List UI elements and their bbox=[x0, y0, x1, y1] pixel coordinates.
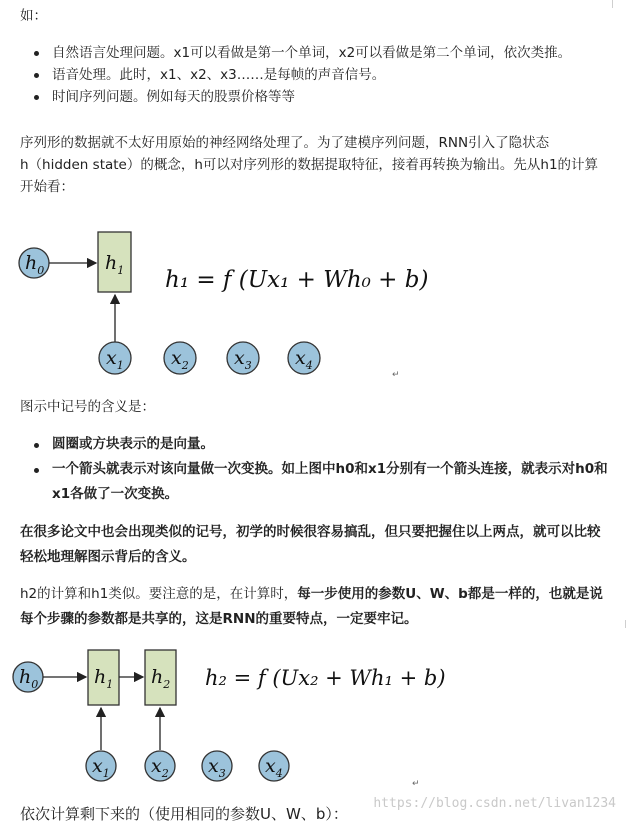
svg-text:h1: $h_1$ bbox=[105, 252, 125, 277]
intro-text: 如： bbox=[20, 8, 47, 24]
list-item: 自然语言处理问题。x1可以看做是第一个单词，x2可以看做是第二个单词，依次类推。 bbox=[30, 42, 571, 64]
page-edge-mark bbox=[625, 620, 626, 628]
watermark: https://blog.csdn.net/livan1234 bbox=[373, 796, 616, 811]
rnn-diagram-h1 bbox=[0, 222, 628, 382]
x-node-2 bbox=[145, 751, 175, 781]
h0-node bbox=[19, 248, 49, 278]
formula-h2: h₂ = f (Ux₂ + Wh₁ + b) bbox=[205, 666, 446, 690]
return-mark: ↵ bbox=[412, 779, 420, 789]
x-node-1 bbox=[86, 751, 116, 781]
x-node-4 bbox=[259, 751, 289, 781]
paragraph-h2: h2的计算和h1类似。要注意的是，在计算时，每一步使用的参数U、W、b都是一样的，也就是说 每个步骤的参数都是共享的，这是RNN的重要特点，一定要牢记。 bbox=[20, 586, 603, 627]
svg-text:x3: $x_3$ bbox=[208, 755, 226, 780]
h1-box bbox=[88, 650, 119, 705]
x-node-2 bbox=[164, 342, 196, 374]
paragraph-notation-note: 在很多论文中也会出现类似的记号，初学的时候很容易搞乱，但只要把握住以上两点，就可以比较 轻松地理解图示背后的含义。 bbox=[20, 524, 601, 565]
x-node-1 bbox=[99, 342, 131, 374]
svg-text:x4: $x_4$ bbox=[265, 755, 283, 780]
svg-text:x1: $x_1$ bbox=[92, 755, 110, 780]
paragraph-notation: 图示中记号的含义是： bbox=[20, 399, 155, 415]
svg-text:x1: $x_1$ bbox=[106, 347, 124, 372]
formula-h1: h₁ = f (Ux₁ + Wh₀ + b) bbox=[165, 267, 429, 293]
return-mark: ↵ bbox=[392, 370, 400, 380]
svg-text:x3: $x_3$ bbox=[234, 347, 252, 372]
notation-list bbox=[30, 432, 608, 482]
rnn-diagram-h2 bbox=[0, 640, 628, 790]
svg-text:h0: $h_0$ bbox=[19, 666, 39, 691]
x-node-3 bbox=[227, 342, 259, 374]
svg-text:h1: $h_1$ bbox=[94, 666, 114, 691]
list-item: 圆圈或方块表示的是向量。 bbox=[30, 432, 608, 457]
paragraph-sequence-intro: 序列形的数据就不太好用原始的神经网络处理了。为了建模序列问题，RNN引入了隐状态 h（hidden state）的概念，h可以对序列形的数据提取特征，接着再转换为输出。先从h1的计算 开始看： bbox=[20, 135, 599, 195]
h0-node bbox=[13, 662, 43, 692]
example-list bbox=[30, 42, 571, 108]
h2-box bbox=[145, 650, 176, 705]
list-item: 时间序列问题。例如每天的股票价格等等 bbox=[30, 86, 571, 108]
svg-text:x4: $x_4$ bbox=[295, 347, 313, 372]
svg-text:h0: $h_0$ bbox=[25, 252, 45, 277]
x-node-3 bbox=[202, 751, 232, 781]
list-item: 一个箭头就表示对该向量做一次变换。如上图中h0和x1分别有一个箭头连接，就表示对h0和 bbox=[30, 457, 608, 482]
footer-text: 依次计算剩下来的（使用相同的参数U、W、b）： bbox=[20, 805, 348, 823]
list-item: 语音处理。此时，x1、x2、x3……是每帧的声音信号。 bbox=[30, 64, 571, 86]
svg-text:x2: $x_2$ bbox=[151, 755, 169, 780]
h1-box bbox=[98, 232, 131, 292]
svg-text:h2: $h_2$ bbox=[151, 666, 171, 691]
svg-text:x2: $x_2$ bbox=[171, 347, 189, 372]
list-item-continuation: x1各做了一次变换。 bbox=[52, 486, 179, 502]
page-edge-mark bbox=[612, 0, 613, 8]
x-node-4 bbox=[288, 342, 320, 374]
